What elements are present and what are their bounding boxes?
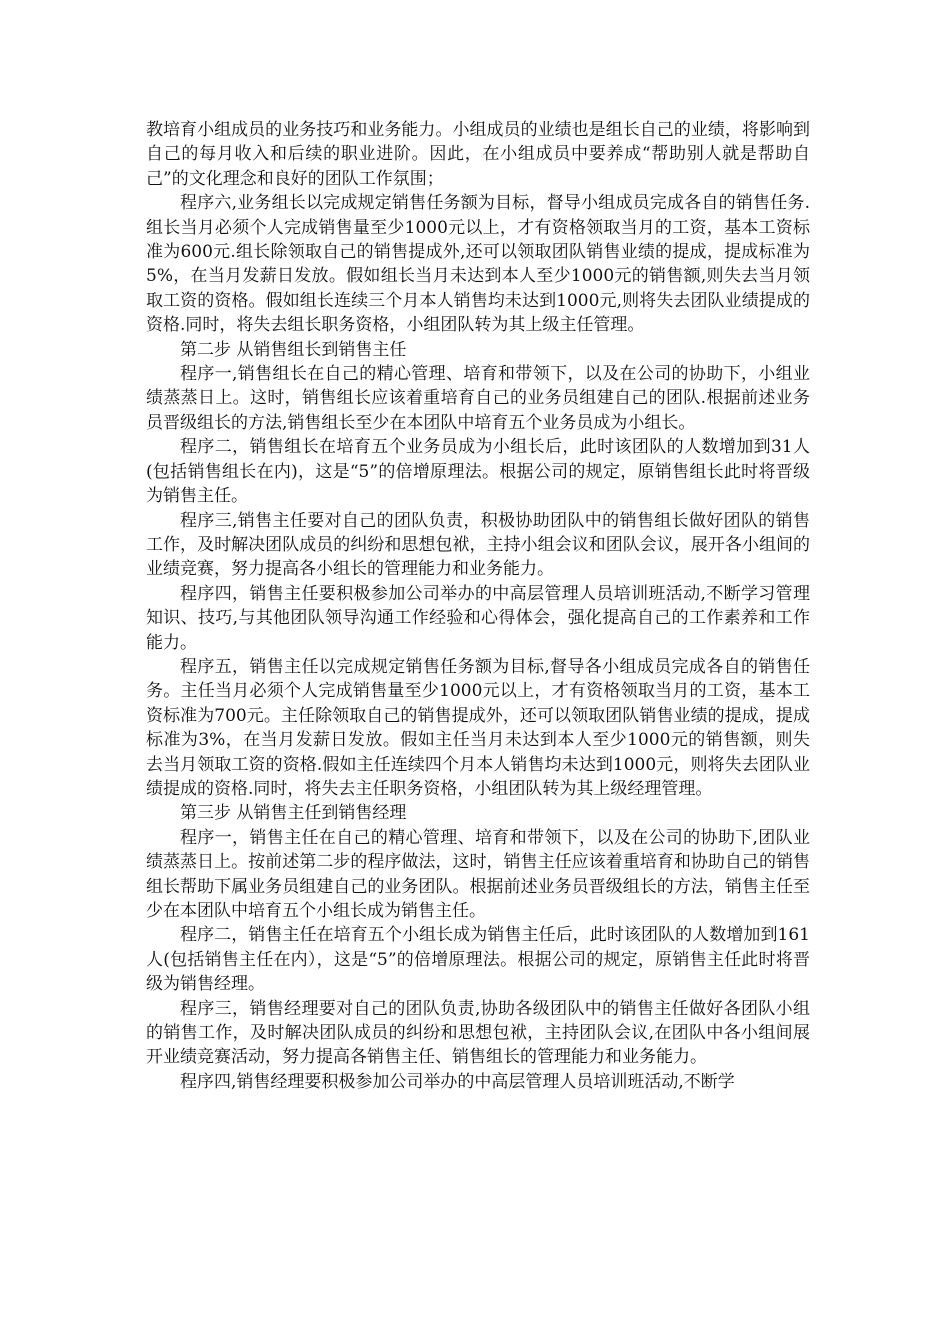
document-page xyxy=(146,118,810,1094)
paragraph-step3-procedure1: 程序一，销售主任在自己的精心管理、培育和带领下，以及在公司的协助下,团队业绩蒸蒸日上。按前述第二步的程序做法，这时，销售主任应该着重培育和协助自己的销售组长帮助下属业务员组建自己的业务团队。根据前述业务员晋级组长的方法，销售主任至少在本团队中培育五个小组长成为销售主任。 xyxy=(146,827,810,921)
paragraph-step1-procedure6: 程序六,业务组长以完成规定销售任务额为目标，督导小组成员完成各自的销售任务.组长当月必须个人完成销售量至少1000元以上，才有资格领取当月的工资，基本工资标准为600元.组长除领取自己的销售提成外,还可以领取团队销售业绩的提成，提成标准为5%，在当月发薪日发放。假如组长当月未达到本人至少1000元的销售额,则失去当月领取工资的资格。假如组长连续三个月本人销售均未达到1000元,则将失去团队业绩提成的资格.同时，将失去组长职务资格，小组团队转为其上级主任管理。 xyxy=(146,193,810,336)
section-heading-step3: 第三步 从销售主任到销售经理 xyxy=(180,803,407,824)
section-heading-step2: 第二步 从销售组长到销售主任 xyxy=(180,339,407,360)
paragraph-step3-procedure3: 程序三，销售经理要对自己的团队负责,协助各级团队中的销售主任做好各团队小组的销售工作，及时解决团队成员的纠纷和思想包袱，主持团队会议,在团队中各小组间展开业绩竞赛活动，努力提高各销售主任、销售组长的管理能力和业务能力。 xyxy=(146,998,810,1068)
paragraph-step2-procedure2: 程序二，销售组长在培育五个业务员成为小组长后，此时该团队的人数增加到31人(包括销售组长在内)，这是“5”的倍增原理法。根据公司的规定，原销售组长此时将晋级为销售主任。 xyxy=(146,437,810,507)
paragraph-continuation: 教培育小组成员的业务技巧和业务能力。小组成员的业绩也是组长自己的业绩，将影响到自己的每月收入和后续的职业进阶。因此，在小组成员中要养成“帮助别人就是帮助自己”的文化理念和良好的团队工作氛围； xyxy=(146,120,810,189)
paragraph-step2-procedure3: 程序三,销售主任要对自己的团队负责，积极协助团队中的销售组长做好团队的销售工作，及时解决团队成员的纠纷和思想包袱，主持小组会议和团队会议，展开各小组间的业绩竞赛，努力提高各小组长的管理能力和业务能力。 xyxy=(146,510,810,580)
paragraph-step3-procedure4: 程序四,销售经理要积极参加公司举办的中高层管理人员培训班活动,不断学 xyxy=(180,1071,735,1092)
paragraph-step2-procedure4: 程序四，销售主任要积极参加公司举办的中高层管理人员培训班活动,不断学习管理知识、技巧,与其他团队领导沟通工作经验和心得体会，强化提高自己的工作素养和工作能力。 xyxy=(146,583,810,653)
paragraph-step2-procedure1: 程序一,销售组长在自己的精心管理、培育和带领下，以及在公司的协助下，小组业绩蒸蒸日上。这时，销售组长应该着重培育自己的业务员组建自己的团队.根据前述业务员晋级组长的方法,销售组长至少在本团队中培育五个业务员成为小组长。 xyxy=(146,364,810,433)
paragraph-step2-procedure5: 程序五，销售主任以完成规定销售任务额为目标,督导各小组成员完成各自的销售任务。主任当月必须个人完成销售量至少1000元以上，才有资格领取当月的工资，基本工资标准为700元。主任除领取自己的销售提成外，还可以领取团队销售业绩的提成，提成标准为3%，在当月发薪日发放。假如主任当月未达到本人至少1000元的销售额，则失去当月领取工资的资格.假如主任连续四个月本人销售均未达到1000元，则将失去团队业绩提成的资格.同时，将失去主任职务资格，小组团队转为其上级经理管理。 xyxy=(146,656,810,799)
paragraph-step3-procedure2: 程序二，销售主任在培育五个小组长成为销售主任后，此时该团队的人数增加到161人(包括销售主任在内），这是“5”的倍增原理法。根据公司的规定，原销售主任此时将晋级为销售经理。 xyxy=(146,925,810,995)
